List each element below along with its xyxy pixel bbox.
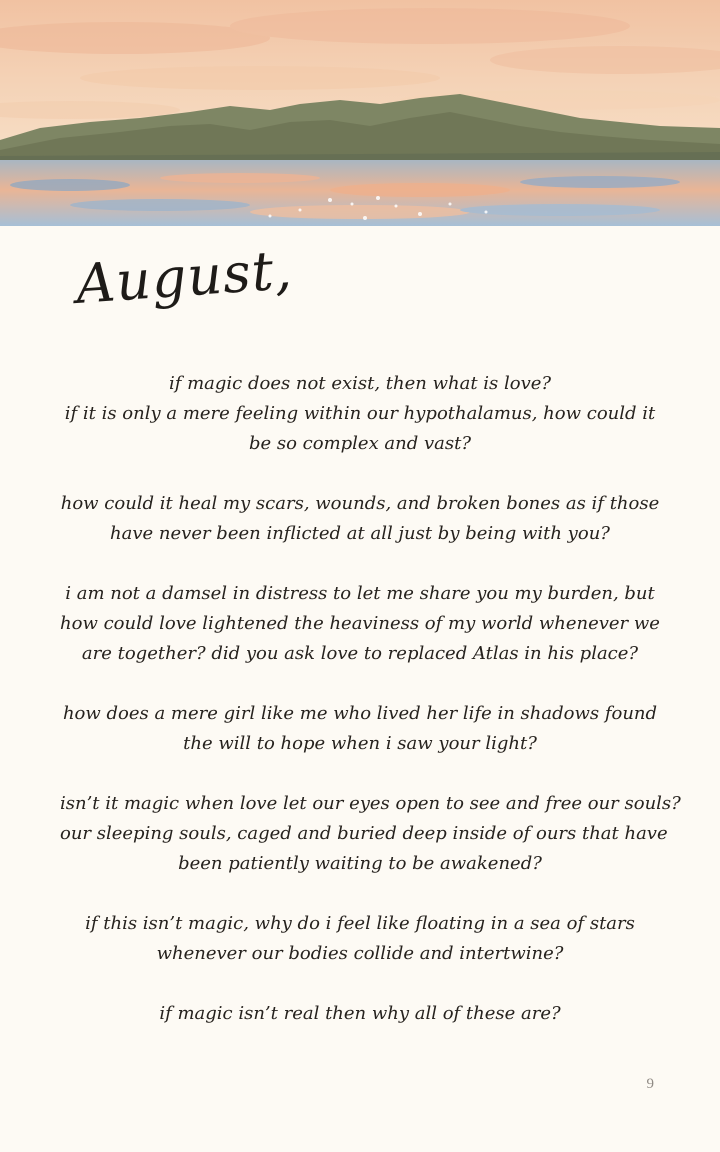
poem-line: the will to hope when i saw your light? xyxy=(183,733,537,754)
poem-line: have never been inflicted at all just by being with you? xyxy=(110,523,610,544)
stanza xyxy=(60,699,660,759)
page-number: 9 xyxy=(646,1076,654,1092)
poem-line: i am not a damsel in distress to let me share you my burden, but xyxy=(65,583,655,604)
header-landscape-painting xyxy=(0,0,720,226)
poem-line: if magic does not exist, then what is love? xyxy=(168,373,552,394)
poem-line: if magic isn’t real then why all of these are? xyxy=(159,1003,561,1024)
poem-line: isn’t it magic when love let our eyes open to see and free our souls? xyxy=(60,793,681,814)
stanza xyxy=(60,999,660,1029)
poem-line: are together? did you ask love to replaced Atlas in his place? xyxy=(81,643,639,664)
poem-line: be so complex and vast? xyxy=(248,433,472,454)
poem-line: if it is only a mere feeling within our hypothalamus, how could it xyxy=(64,403,656,424)
page-title: August, xyxy=(73,238,295,316)
stanza xyxy=(60,789,681,879)
poem-line: been patiently waiting to be awakened? xyxy=(178,853,542,874)
stanza xyxy=(60,489,660,549)
poem-line: how could it heal my scars, wounds, and broken bones as if those xyxy=(60,493,660,514)
stanza xyxy=(60,579,660,669)
stanza xyxy=(60,369,660,459)
poem-line: how does a mere girl like me who lived her life in shadows found xyxy=(62,703,658,724)
poem-body xyxy=(60,369,681,1059)
poem-line: how could love lightened the heaviness of my world whenever we xyxy=(60,613,660,634)
stanza xyxy=(60,909,660,969)
poem-line: our sleeping souls, caged and buried deep inside of ours that have xyxy=(60,823,668,844)
poem-line: whenever our bodies collide and intertwine? xyxy=(156,943,564,964)
poem-line: if this isn’t magic, why do i feel like floating in a sea of stars xyxy=(85,913,635,934)
